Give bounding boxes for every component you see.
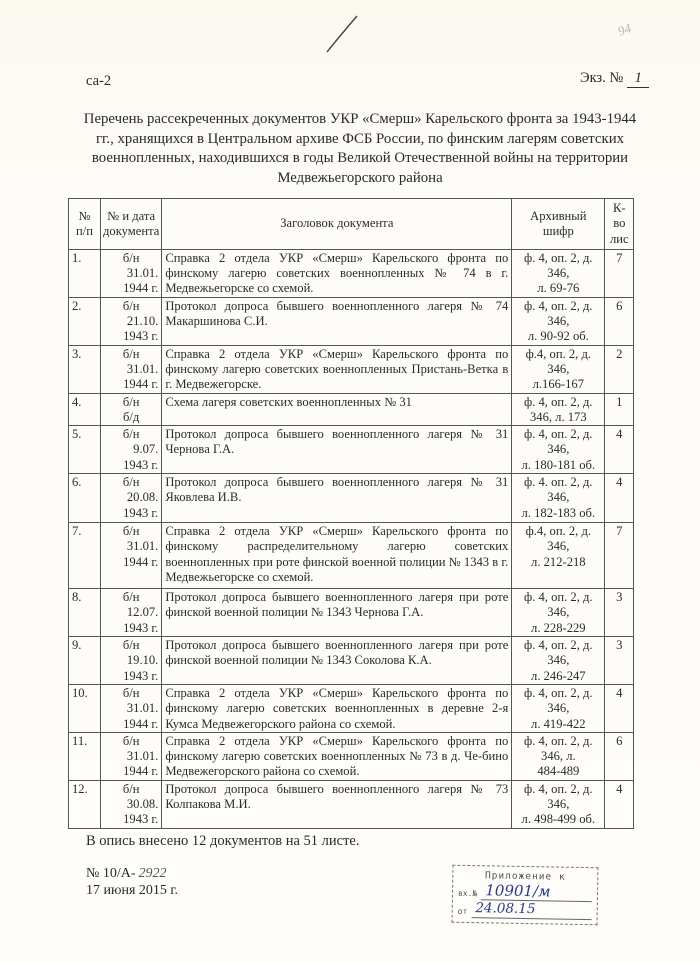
doc-date-line: б/н	[122, 475, 140, 490]
header-archive-cipher	[512, 199, 605, 250]
sheet-count: 6	[605, 297, 634, 345]
archive-cipher-line: ф. 4. оп. 2, д.	[524, 475, 593, 490]
doc-date-line: 21.10.	[126, 314, 159, 329]
archive-cipher-line: 346,	[547, 605, 570, 620]
archive-cipher	[512, 637, 605, 685]
header-number	[69, 199, 101, 250]
doc-date-line: 9.07.	[133, 442, 159, 457]
doc-date-line: 1943 г.	[123, 457, 159, 472]
doc-number-date	[101, 297, 162, 345]
doc-number-date	[101, 523, 162, 589]
doc-title: Справка 2 отдела УКР «Смерш» Карельского фронта по финскому распределительному лагерю советских военнопленных при роте финской военной полиции № 1343 в г. Медвежьегорске со схемой.	[162, 523, 512, 589]
row-number: 7.	[69, 523, 101, 589]
doc-date-line: 19.10.	[126, 653, 159, 668]
header-sheet-count-line: лис	[610, 231, 629, 246]
row-number: 10.	[69, 684, 101, 732]
summary-line: В опись внесено 12 документов на 51 листе.	[86, 832, 360, 849]
archive-cipher-line: ф. 4, оп. 2, д.	[524, 638, 593, 653]
sheet-count: 4	[605, 426, 634, 474]
document-title: Перечень рассекреченных документов УКР «Смерш» Карельского фронта за 1943-1944 гг., хранящихся в Центральном архиве ФСБ России, по финским лагерям советских военнопленных, находившихся в годы Великой Отечественной войны на территории Медвежьегорского района	[83, 111, 637, 186]
header-sheet-count-line: К-во	[613, 201, 626, 231]
header-doc-title	[162, 199, 512, 250]
archive-cipher-line: 346,	[547, 701, 570, 716]
doc-number-date	[101, 637, 162, 685]
doc-title: Протокол допроса бывшего военнопленного лагеря № 31 Чернова Г.А.	[162, 426, 512, 474]
table-row	[69, 732, 634, 780]
doc-date-line: б/н	[122, 250, 140, 265]
table-row	[69, 523, 634, 589]
header-archive-cipher-line: Архивный	[530, 208, 587, 223]
row-number: 6.	[69, 474, 101, 523]
doc-title: Справка 2 отдела УКР «Смерш» Карельского фронта по финскому лагерю советских военнопленных № 74 в г. Медвежьегорске со схемой.	[162, 249, 512, 297]
doc-number-date	[101, 589, 162, 637]
archive-cipher	[512, 589, 605, 637]
copy-number	[580, 70, 649, 88]
outgoing-number-prefix: № 10/А-	[86, 865, 136, 881]
table-row	[69, 684, 634, 732]
doc-date-line: 1943 г.	[123, 812, 159, 827]
sheet-count: 3	[605, 637, 634, 685]
pen-stroke-mark	[325, 14, 359, 54]
doc-date-line: 31.01.	[126, 361, 159, 376]
row-number: 12.	[69, 780, 101, 828]
doc-date-line: 1944 г.	[123, 716, 159, 731]
doc-number-date	[101, 345, 162, 393]
document-code: са-2	[86, 73, 112, 89]
doc-date-line: 31.01.	[126, 701, 159, 716]
doc-date-line: 1943 г.	[123, 620, 159, 635]
copy-number-value: 1	[627, 70, 649, 88]
archive-cipher-line: л. 498-499 об.	[521, 812, 596, 827]
outgoing-date: 17 июня 2015 г.	[86, 882, 179, 898]
archive-cipher	[512, 393, 605, 426]
header-number-line: №	[78, 208, 91, 223]
archive-cipher-line: ф.4, оп. 2, д.	[525, 524, 592, 539]
doc-title: Протокол допроса бывшего военнопленного лагеря № 31 Яковлева И.В.	[162, 474, 512, 523]
archive-cipher	[512, 732, 605, 780]
doc-date-line: 1944 г.	[123, 281, 159, 296]
header-doc-date	[101, 199, 162, 250]
doc-title: Схема лагеря советских военнопленных № 31	[162, 393, 512, 426]
archive-cipher	[512, 780, 605, 828]
archive-cipher-line: л. 212-218	[531, 554, 586, 569]
handwritten-page-number: 94	[615, 20, 634, 39]
row-number: 1.	[69, 249, 101, 297]
archive-cipher-line: 346,	[547, 314, 570, 329]
stamp-heading: Приложение к	[484, 870, 566, 883]
row-number: 11.	[69, 732, 101, 780]
table-row	[69, 426, 634, 474]
archive-cipher-line: 346,	[547, 653, 570, 668]
archive-cipher	[512, 345, 605, 393]
archive-cipher-line: ф. 4, оп. 2, д.	[524, 394, 593, 409]
archive-cipher-line: 484-489	[537, 764, 580, 779]
archive-cipher	[512, 426, 605, 474]
archive-cipher	[512, 297, 605, 345]
doc-date-line: 31.01.	[126, 749, 159, 764]
row-number: 2.	[69, 297, 101, 345]
doc-date-line: 1943 г.	[123, 329, 159, 344]
table-row	[69, 297, 634, 345]
sheet-count: 3	[605, 589, 634, 637]
header-doc-date-line: документа	[103, 223, 160, 238]
archive-cipher-line: 346,	[547, 361, 570, 376]
archive-cipher-line: ф. 4, оп. 2, д.	[524, 250, 593, 265]
header-number-line: п/п	[76, 223, 93, 238]
row-number: 4.	[69, 393, 101, 426]
archive-cipher-line: ф. 4, оп. 2, д.	[524, 781, 593, 796]
archive-cipher-line: л. 246-247	[531, 668, 586, 683]
doc-title: Протокол допроса бывшего военнопленного лагеря при роте финской военной полиции № 1343 Чернова Г.А.	[162, 589, 512, 637]
archive-cipher-line: ф. 4, оп. 2, д.	[524, 733, 593, 748]
doc-date-line: 20.08.	[126, 490, 159, 505]
archive-cipher-line: л. 228-229	[531, 620, 586, 635]
row-number: 5.	[69, 426, 101, 474]
doc-date-line: 30.08.	[126, 797, 159, 812]
stamp-date-label: от	[457, 906, 468, 916]
archive-cipher-line: ф. 4, оп. 2, д.	[524, 298, 593, 313]
table-row	[69, 474, 634, 523]
doc-date-line: 1944 г.	[123, 554, 159, 569]
doc-title: Протокол допроса бывшего военнопленного лагеря № 73 Колпакова М.И.	[162, 780, 512, 828]
documents-table	[68, 198, 634, 829]
archive-cipher-line: ф.4, оп. 2, д.	[525, 346, 592, 361]
archive-cipher-line: ф. 4, оп. 2, д.	[524, 685, 593, 700]
outgoing-number	[86, 866, 167, 882]
doc-date-line: б/н	[122, 427, 140, 442]
sheet-count: 4	[605, 684, 634, 732]
registration-stamp	[452, 865, 599, 926]
doc-date-line: б/н	[122, 524, 140, 539]
archive-cipher	[512, 523, 605, 589]
stamp-date-row	[458, 900, 592, 920]
doc-number-date	[101, 732, 162, 780]
doc-number-date	[101, 426, 162, 474]
archive-cipher-line: л. 180-181 об.	[521, 457, 596, 472]
archive-cipher-line: л. 90-92 об.	[527, 329, 589, 344]
sheet-count: 2	[605, 345, 634, 393]
doc-date-line: 1943 г.	[123, 668, 159, 683]
doc-date-line: б/н	[122, 638, 140, 653]
archive-cipher-line: 346, л.	[541, 749, 576, 764]
doc-number-date	[101, 249, 162, 297]
archive-cipher-line: ф. 4, оп. 2, д.	[524, 590, 593, 605]
doc-title: Справка 2 отдела УКР «Смерш» Карельского фронта по финскому лагерю советских военнопленных № 73 в д. Че-бино Медвежегорского района со схемой.	[162, 732, 512, 780]
archive-cipher-line: л. 419-422	[531, 716, 586, 731]
doc-number-date	[101, 684, 162, 732]
doc-date-line: 1943 г.	[123, 505, 159, 520]
sheet-count: 4	[605, 780, 634, 828]
archive-cipher-line: л. 69-76	[537, 281, 580, 296]
archive-cipher-line: 346,	[547, 539, 570, 554]
doc-number-date	[101, 393, 162, 426]
doc-date-line: б/н	[122, 781, 140, 796]
doc-date-line: 1944 г.	[123, 377, 159, 392]
sheet-count: 4	[605, 474, 634, 523]
stamp-incoming-label: вх.№	[457, 888, 478, 899]
header-doc-title-line: Заголовок документа	[280, 216, 394, 231]
archive-cipher-line: 346,	[547, 266, 570, 281]
stamp-incoming-row	[458, 882, 592, 902]
row-number: 9.	[69, 637, 101, 685]
doc-date-line: б/д	[123, 409, 140, 424]
stamp-date-value: 24.08.15	[471, 900, 592, 920]
archive-cipher-line: л.166-167	[532, 377, 585, 392]
table-row	[69, 249, 634, 297]
doc-date-line: 1944 г.	[123, 764, 159, 779]
doc-date-line: б/н	[122, 733, 140, 748]
doc-date-line: 31.01.	[126, 539, 159, 554]
table-row	[69, 780, 634, 828]
doc-date-line: 31.01.	[126, 266, 159, 281]
doc-date-line: б/н	[122, 590, 140, 605]
doc-date-line: б/н	[122, 394, 140, 409]
table-row	[69, 345, 634, 393]
archive-cipher	[512, 249, 605, 297]
doc-title: Протокол допроса бывшего военнопленного лагеря № 74 Макаршинова С.И.	[162, 297, 512, 345]
sheet-count: 6	[605, 732, 634, 780]
header-sheet-count	[605, 199, 634, 250]
outgoing-number-handwritten: 2922	[138, 865, 167, 881]
table-row	[69, 393, 634, 426]
table-row	[69, 637, 634, 685]
stamp-incoming-number: 10901/м	[481, 882, 592, 902]
doc-title: Справка 2 отдела УКР «Смерш» Карельского фронта по финскому лагерю советских военнопленных в деревне 2-я Кумса Медвежегорского района со схемой.	[162, 684, 512, 732]
archive-cipher-line: 346,	[547, 490, 570, 505]
header-doc-date-line: № и дата	[107, 208, 156, 223]
row-number: 3.	[69, 345, 101, 393]
table-header-row	[69, 199, 634, 250]
sheet-count: 7	[605, 249, 634, 297]
table-row	[69, 589, 634, 637]
sheet-count: 1	[605, 393, 634, 426]
archive-cipher-line: л. 182-183 об.	[521, 505, 596, 520]
doc-date-line: 12.07.	[126, 605, 159, 620]
doc-number-date	[101, 780, 162, 828]
doc-number-date	[101, 474, 162, 523]
doc-date-line: б/н	[122, 346, 140, 361]
archive-cipher-line: 346,	[547, 442, 570, 457]
doc-title: Справка 2 отдела УКР «Смерш» Карельского фронта по финскому лагерю советских военнопленных Пристань-Ветка в г. Медвежегорске.	[162, 345, 512, 393]
sheet-count: 7	[605, 523, 634, 589]
archive-cipher	[512, 474, 605, 523]
archive-cipher-line: ф. 4, оп. 2, д.	[524, 427, 593, 442]
header-archive-cipher-line: шифр	[542, 223, 574, 238]
table-body	[69, 249, 634, 828]
doc-date-line: б/н	[122, 685, 140, 700]
copy-number-label: Экз. №	[580, 70, 624, 86]
doc-date-line: б/н	[122, 298, 140, 313]
archive-cipher-line: 346, л. 173	[529, 409, 587, 424]
archive-cipher-line: 346,	[547, 797, 570, 812]
row-number: 8.	[69, 589, 101, 637]
doc-title: Протокол допроса бывшего военнопленного лагеря при роте финской военной полиции № 1343 Соколова К.А.	[162, 637, 512, 685]
archive-cipher	[512, 684, 605, 732]
